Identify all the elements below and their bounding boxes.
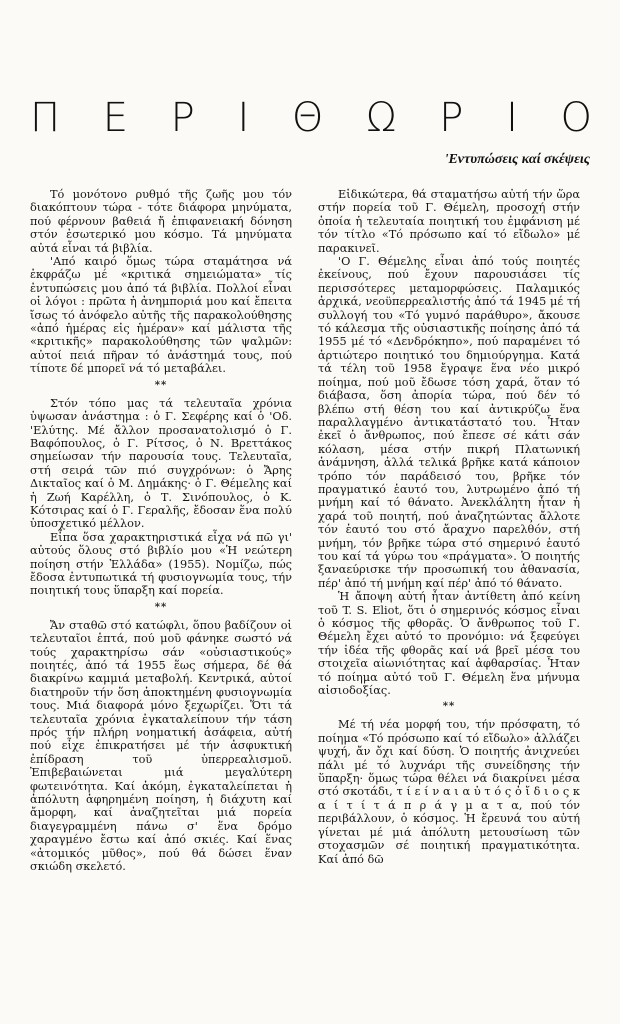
title-letter: Ε (102, 95, 129, 141)
paragraph: Μέ τή νέα μορφή του, τήν πρόσφατη, τό ποίημα «Τό πρόσωπο καί τό εἴδωλο» ἀλλάζει ψυχή, ἄν ὄχι καί δύση. Ὁ ποιητής ἀνιχνεύει πάλι μέ τό λυχνάρι τῆς συνείδησης τήν ὕπαρξη· ὅμως τώρα θέλει νά διακρίνει μέσα στό σκοτάδι, τ ί ε ί ν α ι α ὐ τ ό ς ὁ ἴ δ ι ο ς κ α ί τ ί τ ά π ρ ά γ μ α τ α, πού τόν περιβάλλουν, ὁ κόσμος. Ἡ ἔρευνά του αὐτή γίνεται μέ μιά ἀπόλυτη μετουσίωση τῶν στοχασμῶν σέ ποιητική πραγματικότητα. Καί ἀπό δῶ (318, 718, 580, 866)
paragraph: Ἄν σταθῶ στό κατώφλι, ὅπου βαδίζουν οἱ τελευταῖοι ἑπτά, πού μοῦ φάνηκε σωστό νά τούς χαρακτηρίσω σάν «οὐσιαστικούς» ποιητές, ἀπό τά 1955 ἕως σήμερα, δέ θά διακρίνω καμμιά μεταβολή. Κεντρικά, αὐτοί διατηροῦν τήν ὅση ἀποκτημένη φυσιογνωμία τους. Μιά διαφορά μόνο ξεχωρίζει. Ὅτι τά τελευταῖα χρόνια ἐγκαταλείπουν τήν τάση πρός τήν πλήρη νοηματική ἀσάφεια, αὐτή πού εἶχε ἐπικρατήσει μέ τήν ἀσφυκτική ἐπίδραση τοῦ ὑπερρεαλισμοῦ. Ἐπιβεβαιώνεται μιά μεγαλύτερη φωτεινότητα. Καί ἀκόμη, ἐγκαταλείπεται ἡ ἀπόλυτη ἀφηρημένη ποίηση, ἡ διάχυτη καί ἄμορφη, καί ἀναζητεῖται μιά πορεία διαγεγραμμένη πάνω σ' ἕνα δρόμο χαραγμένο ἔστω καί ἀπό σκιές. Καί ἕνας «ἀτομικός μῦθος», πού θά δώσει ἕναν σκιώδη σκελετό. (30, 618, 292, 874)
title-letter: Ρ (439, 95, 464, 141)
paragraph: Ἡ ἄποψη αὐτή ἦταν ἀντίθετη ἀπό κείνη τοῦ T. S. Eliot, ὅτι ὁ σημερινός κόσμος εἶναι ὁ κόσμος τῆς φθορᾶς. Ὁ ἄνθρωπος τοῦ Γ. Θέμελη ἔχει αὐτό το προνόμιο: νά ξεφεύγει τήν ἰδέα τῆς φθορᾶς καί νά βρεῖ μέσα του στοιχεῖα αἰωνιότητας καί ἀφθαρσίας. Ἦταν τό ποίημα αὐτό τοῦ Γ. Θέμελη ἕνα μήνυμα αἰσιοδοξίας. (318, 590, 580, 698)
title-letter: Ο (560, 95, 592, 141)
page-title (30, 96, 592, 140)
title-letter: Π (30, 95, 61, 141)
paragraph: Τό μονότονο ρυθμό τῆς ζωῆς μου τόν διακόπτουν τώρα - τότε διάφορα μηνύματα, πού φέρνουν βαθειά ἤ ἐπιφανειακή δόνηση στόν ἐσωτερικό μου κόσμο. Τά μηνύματα αὐτά εἶναι τά βιβλία. (30, 188, 292, 255)
section-separator: ** (442, 701, 456, 713)
paragraph: Εἶπα ὅσα χαρακτηριστικά εἶχα νά πῶ γι' αὐτούς ὅλους στό βιβλίο μου «Ἡ νεώτερη ποίηση στήν Ἑλλάδα» (1955). Νομίζω, πώς ἔδοσα ἐντυπωτικά τή φυσιογνωμία τους, τήν ποιητική τους ὕπαρξη καί πορεία. (30, 530, 292, 598)
paragraph: Εἰδικώτερα, θά σταματήσω αὐτή τήν ὥρα στήν πορεία τοῦ Γ. Θέμελη, προσοχή στήν ὁποία ἡ τελευταία ποιητική του ἐμφάνιση μέ τόν τίτλο «Τό πρόσωπο καί τό εἴδωλο» μέ παρακινεῖ. (318, 188, 580, 255)
paragraph: Στόν τόπο μας τά τελευταῖα χρόνια ὑψωσαν ἀνάστημα : ὁ Γ. Σεφέρης καί ὁ 'Οδ. 'Ελύτης. Μέ ἄλλον προσανατολισμό ὁ Γ. Βαφόπουλος, ὁ Γ. Ρίτσος, ὁ Ν. Βρεττάκος σημείωσαν τήν παρουσία τους. Τελευταῖα, στή σειρά τῶν πιό συγχρόνων: ὁ Ἄρης Δικταῖος καί ὁ Μ. Δημάκης· ὁ Γ. Θέμελης καί ἡ Ζωή Καρέλλη, ὁ Τ. Σινόπουλος, ὁ Κ. Κότσιρας καί ὁ Γ. Γεραλῆς, ἔδοσαν ἕνα πολύ ὑποσχετικό μέλλον. (30, 396, 292, 531)
section-separator: ** (154, 601, 168, 613)
paragraph: 'Ο Γ. Θέμελης εἶναι ἀπό τούς ποιητές ἐκείνους, πού ἔχουν παρουσιάσει τίς περισσότερες μεταμορφώσεις. Παλαμικός ἀρχικά, νεοϋπερρεαλιστής ἀπό τά 1945 μέ τή συλλογή του «Τό γυμνό παράθυρο», ἄκουσε τό κάλεσμα τῆς οὐσιαστικῆς ποίησης ἀπό τά 1955 μέ τό «Δενδρόκηπο», πού παραμένει τό ἀρτιώτερο ποιητικό του δημιούργημα. Κατά τά τέλη τοῦ 1958 ἔγραψε ἕνα νέο μικρό ποίημα, πού μοῦ ἔδωσε τόση χαρά, ὅταν τό διάβασα, ὅση ἀπορία τώρα, πού δέν τό βλέπω στή θέση του καί ἀντικρύζω ἕνα παραλλαγμένο ἀντικατάστατό του. Ἦταν ἐκεῖ ὁ ἄνθρωπος, πού ἔπεσε σέ κάτι σάν κόλαση, μέσα στήν πικρή Πλατωνική ἀνάμνηση, ἀλλά τελικά βρῆκε κατά κάποιον τρόπο τόν παράδεισό του, βρῆκε τόν πραγματικό ἑαυτό του, λυτρωμένο ἀπό τή μνήμη καί τό θάνατο. Ἀνεκλάλητη ἦταν ἡ χαρά τοῦ ποιητή, πού ἀναζητώντας ἄλλοτε τόν ἑαυτό του στό ἄραχνο παρελθόν, στή μνήμη, τόν βρῆκε τώρα στό σημερινό ἑαυτό του καί τά γύρω του «πράγματα». Ὁ ποιητής ξαναεύρισκε τήν προσωπική του ἀθανασία, πέρ' ἀπό τή μνήμη καί πέρ' ἀπό τό θάνατο. (318, 255, 580, 590)
left-column (30, 188, 292, 874)
title-letter: Ι (237, 95, 250, 141)
title-letter: Ρ (170, 95, 195, 141)
page-subtitle: 'Εντυπώσεις καί σκέψεις (444, 152, 590, 167)
title-letter: Ι (506, 95, 518, 141)
title-letter: Ω (366, 95, 397, 141)
paragraph: 'Από καιρό ὅμως τώρα σταμάτησα νά ἐκφράζω μέ «κριτικά σημειώματα» τίς ἐντυπώσεις μου ἀπό τά βιβλία. Πολλοί εἶναι οἱ λόγοι : πρῶτα ἡ ἀνημποριά μου καί ἔπειτα ἴσως τό ἀνόφελο αὐτῆς τῆς παρακολούθησης «ἀπό ἡμέρας εἰς ἡμέραν» καί μάλιστα τῆς «κριτικῆς» παρακολούθησης τῶν ψαλμῶν: αὐτοί πειά πῆραν τό ἀνάστημά τους, πού τίποτε δέ μπορεῖ νά τό μεταβάλει. (30, 255, 292, 376)
right-column (318, 188, 580, 866)
section-separator: ** (154, 379, 168, 391)
title-letter: Θ (291, 95, 324, 141)
